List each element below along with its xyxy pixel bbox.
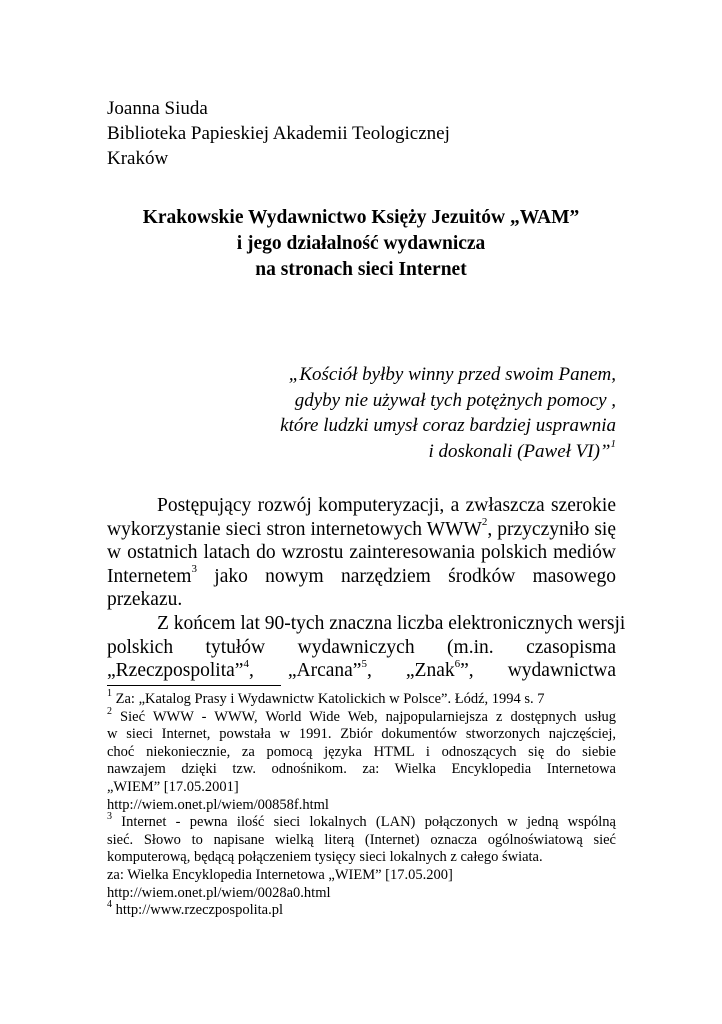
author-institution: Biblioteka Papieskiej Akademii Teologicznej (107, 123, 450, 144)
body-line: Z końcem lat 90-tych znaczna liczba elektronicznych wersji (157, 612, 626, 634)
motto-line-4-text: i doskonali (Paweł VI)” (428, 440, 611, 462)
body-line: Postępujący rozwój komputeryzacji, a zwłaszcza szerokie (157, 495, 616, 516)
footnote-line: w sieci Internet, powstała w 1991. Zbiór dokumentów stworzonych najczęściej, (107, 726, 616, 743)
body-line: przekazu. (107, 589, 183, 611)
author-name: Joanna Siuda (107, 98, 208, 119)
body-text-span: , „Znak (366, 660, 455, 682)
body-text (107, 494, 626, 683)
title-line-2: i jego działalność wydawnicza (236, 233, 486, 254)
body-line: polskich tytułów wydawniczych (m.in. czasopisma (107, 636, 616, 658)
footnote-line: „WIEM” [17.05.2001] (107, 778, 239, 795)
body-text-span: , „Arcana” (248, 660, 362, 682)
article-title (107, 205, 615, 283)
footnote-ref-4: 4 (243, 657, 249, 670)
body-line (107, 518, 616, 542)
footnote-line: choć niekoniecznie, za pomocą języka HTML i odnoszących się do siebie (107, 743, 616, 760)
footnote-text: Internet - pewna ilość sieci lokalnych (LAN) połączonych w jedną wspólną (112, 814, 616, 831)
footnote-link[interactable]: http://wiem.onet.pl/wiem/00858f.html (107, 796, 329, 813)
footnote-line: sieć. Słowo to napisane wielką literą (Internet) oznacza ogólnoświatową sieć (107, 831, 616, 848)
body-text-span: Internetem (107, 565, 192, 587)
footnote-link[interactable]: http://www.rzeczpospolita.pl (112, 902, 284, 919)
footnote-4 (107, 899, 616, 920)
body-text-span: jako nowym narzędziem środków masowego (196, 565, 616, 587)
footnote-3 (107, 811, 616, 832)
footnote-line: za: Wielka Encyklopedia Internetowa „WIEM” [17.05.200] (107, 866, 453, 883)
motto-line-3: które ludzki umysł coraz bardziej usprawnia (280, 415, 616, 436)
author-city: Kraków (107, 148, 169, 169)
body-line (107, 565, 616, 589)
motto-line-1: „Kościół byłby winny przed swoim Panem, (288, 364, 616, 385)
footnote-number: 4 (107, 899, 112, 911)
footnote-separator (107, 685, 281, 686)
footnote-2 (107, 705, 616, 727)
body-line: w ostatnich latach do wzrostu zainteresowania polskich mediów (107, 542, 616, 564)
footnotes (107, 688, 616, 920)
motto-line-4 (280, 439, 616, 465)
footnote-line: komputerową, będącą połączeniem tysięcy sieci lokalnych z całego świata. (107, 849, 543, 866)
title-line-3: na stronach sieci Internet (255, 259, 467, 280)
body-text-span: , przyczyniło się (487, 518, 616, 540)
body-text-span: „Rzeczpospolita” (107, 660, 244, 682)
footnote-1 (107, 688, 616, 709)
footnote-number: 3 (107, 811, 112, 823)
footnote-ref-2: 2 (481, 516, 488, 529)
footnote-link[interactable]: http://wiem.onet.pl/wiem/0028a0.html (107, 884, 331, 901)
footnote-ref-5: 5 (361, 657, 367, 670)
footnote-line: nawzajem dzięki tzw. odnośnikom. za: Wielka Encyklopedia Internetowa (107, 761, 616, 778)
footnote-ref-1: 1 (610, 438, 616, 451)
footnote-text: Sieć WWW - WWW, World Wide Web, najpopularniejsza z dostępnych usług (112, 708, 616, 725)
body-text-span: wykorzystanie sieci stron internetowych WWW (107, 518, 482, 540)
body-line (107, 659, 616, 683)
footnote-number: 1 (107, 688, 112, 700)
motto-line-2: gdyby nie używał tych potężnych pomocy , (294, 389, 616, 411)
epigraph-quote (280, 362, 616, 464)
footnote-text: Za: „Katalog Prasy i Wydawnictw Katolickich w Polsce”. Łódź, 1994 s. 7 (112, 691, 545, 707)
body-text-span: ”, wydawnictwa (460, 660, 616, 682)
footnote-ref-3: 3 (191, 563, 197, 576)
title-line-1: Krakowskie Wydawnictwo Księży Jezuitów „WAM” (142, 207, 580, 228)
footnote-number: 2 (107, 705, 112, 717)
footnote-ref-6: 6 (454, 657, 461, 670)
author-block (107, 96, 450, 171)
